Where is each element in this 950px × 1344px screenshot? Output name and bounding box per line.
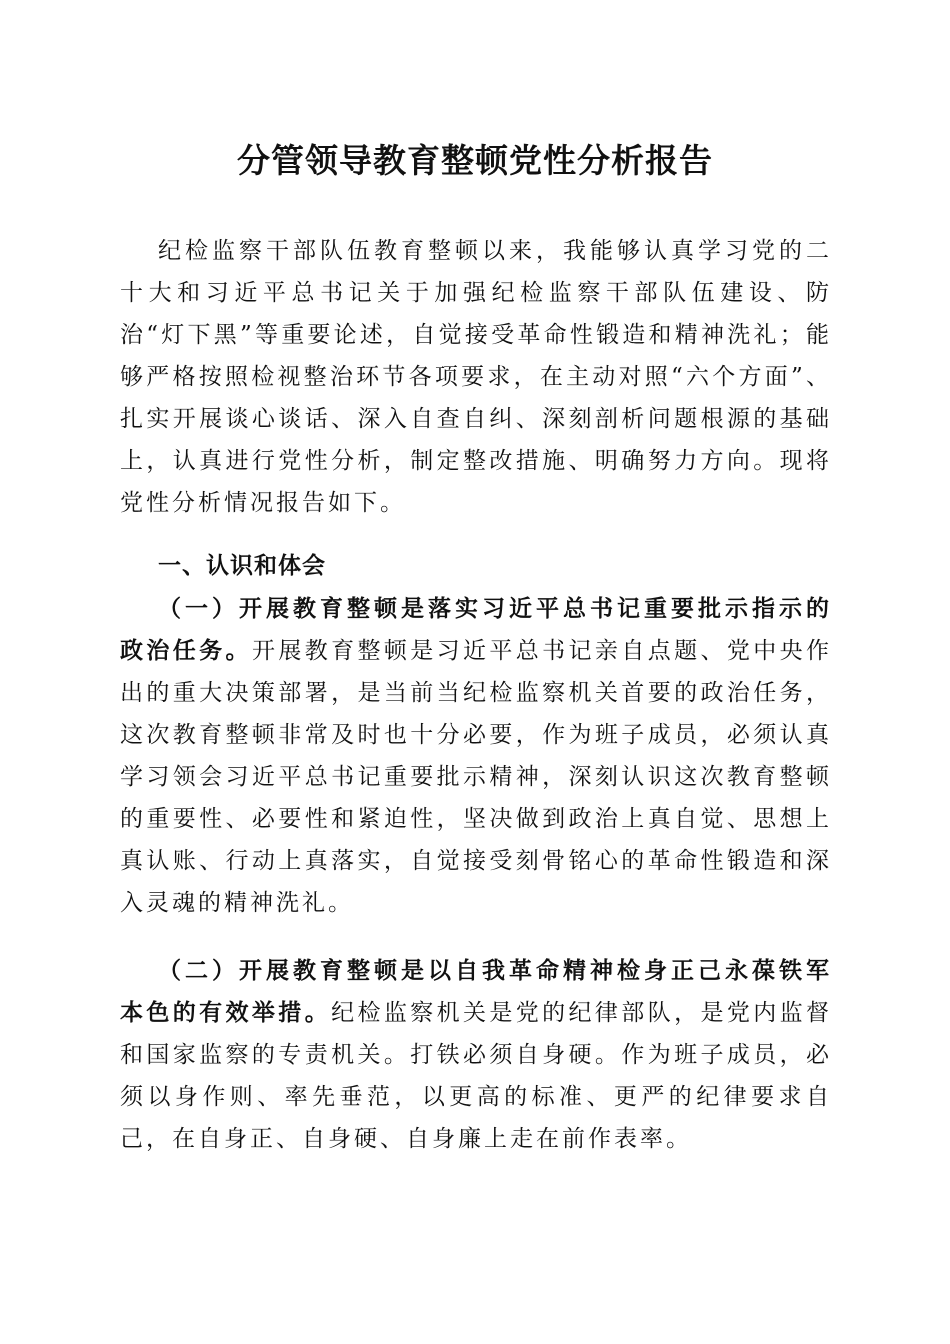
paragraph-one-lead: （一）开展教育整顿是落实习近平总书记重要批示指示的政治任务。 [120,595,832,664]
paragraph-one [120,588,832,924]
section-heading: 一、认识和体会 [158,553,326,579]
paragraph-two [120,950,832,1160]
paragraph-one-body: 开展教育整顿是习近平总书记亲自点题、党中央作出的重大决策部署，是当前当纪检监察机关首要的政治任务，这次教育整顿非常及时也十分必要，作为班子成员，必须认真学习领会习近平总书记重要批示精神，深刻认识这次教育整顿的重要性、必要性和紧迫性，坚决做到政治上真自觉、思想上真认账、行动上真落实，自觉接受刻骨铭心的革命性锻造和深入灵魂的精神洗礼。 [120,638,833,916]
paragraph-two-body: 纪检监察机关是党的纪律部队，是党内监督和国家监察的专责机关。打铁必须自身硬。作为班子成员，必须以身作则、率先垂范，以更高的标准、更严的纪律要求自己，在自身正、自身硬、自身廉上走在前作表率。 [120,1000,833,1152]
paragraph-two-lead: （二）开展教育整顿是以自我革命精神检身正己永葆铁军本色的有效举措。 [120,957,832,1026]
intro-paragraph: 纪检监察干部队伍教育整顿以来，我能够认真学习党的二十大和习近平总书记关于加强纪检监察干部队伍建设、防治“灯下黑”等重要论述，自觉接受革命性锻造和精神洗礼；能够严格按照检视整治环节各项要求，在主动对照“六个方面”、扎实开展谈心谈话、深入自查自纠、深刻剖析问题根源的基础上，认真进行党性分析，制定整改措施、明确努力方向。现将党性分析情况报告如下。 [120,238,832,516]
document-title: 分管领导教育整顿党性分析报告 [237,141,713,180]
